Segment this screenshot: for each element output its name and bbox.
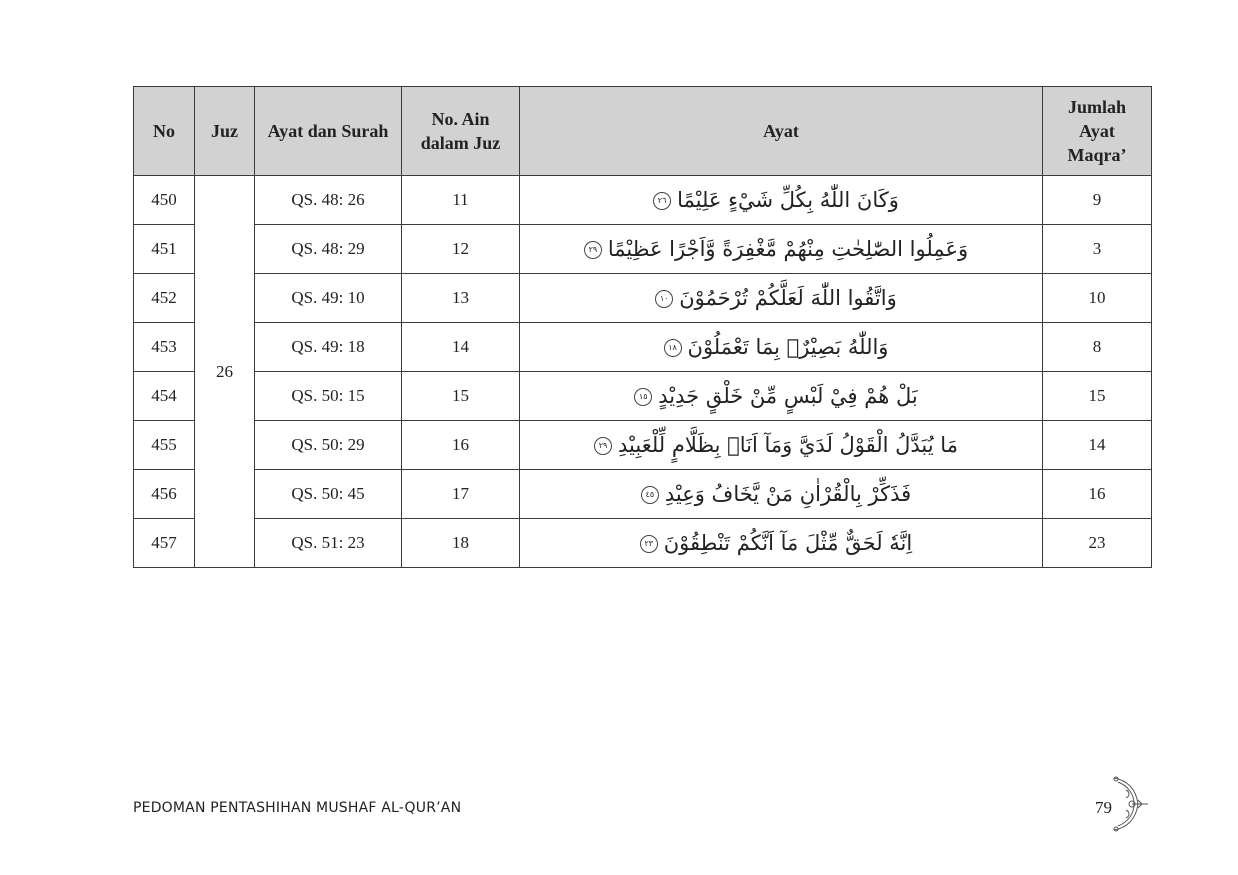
cell-no-ain: 13 bbox=[402, 274, 520, 323]
ayah-end-marker-icon: ١٨ bbox=[664, 339, 682, 357]
ayat-text: وَعَمِلُوا الصّٰلِحٰتِ مِنْهُمْ مَّغْفِرَةً وَّاَجْرًا عَظِيْمًا bbox=[607, 237, 969, 261]
ayat-text: مَا يُبَدَّلُ الْقَوْلُ لَدَيَّ وَمَآ اَنَا۠ بِظَلَّامٍ لِّلْعَبِيْدِ bbox=[618, 433, 958, 457]
cell-ayat-surah: QS. 50: 45 bbox=[255, 470, 402, 519]
ayat-text: وَاللّٰهُ بَصِيْرٌۢ بِمَا تَعْمَلُوْنَ bbox=[687, 335, 889, 359]
cell-ayat bbox=[520, 176, 1043, 225]
table-header-row bbox=[134, 87, 1152, 176]
footer-book-title: PEDOMAN PENTASHIHAN MUSHAF AL-QUR’AN bbox=[133, 800, 462, 816]
cell-jumlah: 16 bbox=[1043, 470, 1152, 519]
cell-ayat bbox=[520, 421, 1043, 470]
table-row bbox=[134, 421, 1152, 470]
table-row bbox=[134, 176, 1152, 225]
cell-ayat-surah: QS. 48: 26 bbox=[255, 176, 402, 225]
table-row bbox=[134, 470, 1152, 519]
maqra-table bbox=[133, 86, 1152, 568]
cell-ayat bbox=[520, 323, 1043, 372]
cell-ayat bbox=[520, 372, 1043, 421]
cell-no-ain: 11 bbox=[402, 176, 520, 225]
cell-ayat-surah: QS. 50: 15 bbox=[255, 372, 402, 421]
cell-no-ain: 12 bbox=[402, 225, 520, 274]
header-ayat: Ayat bbox=[520, 87, 1043, 176]
cell-ayat bbox=[520, 470, 1043, 519]
table-row bbox=[134, 519, 1152, 568]
cell-no-ain: 18 bbox=[402, 519, 520, 568]
header-jumlah-label: Jumlah Ayat Maqra’ bbox=[1067, 97, 1127, 165]
cell-no: 451 bbox=[134, 225, 195, 274]
ayah-end-marker-icon: ٢٩ bbox=[594, 437, 612, 455]
ayah-end-marker-icon: ١٥ bbox=[634, 388, 652, 406]
page-number: 79 bbox=[1095, 798, 1112, 817]
ayah-end-marker-icon: ١٠ bbox=[655, 290, 673, 308]
table-body bbox=[134, 176, 1152, 568]
cell-jumlah: 14 bbox=[1043, 421, 1152, 470]
ayah-end-marker-icon: ٤٥ bbox=[641, 486, 659, 504]
cell-no-ain: 15 bbox=[402, 372, 520, 421]
cell-ayat-surah: QS. 51: 23 bbox=[255, 519, 402, 568]
cell-no: 455 bbox=[134, 421, 195, 470]
table-row bbox=[134, 274, 1152, 323]
cell-ayat bbox=[520, 519, 1043, 568]
table-row bbox=[134, 323, 1152, 372]
ayat-text: اِنَّهٗ لَحَقٌّ مِّثْلَ مَآ اَنَّكُمْ تَنْطِقُوْنَ bbox=[663, 531, 913, 555]
ayat-text: وَكَانَ اللّٰهُ بِكُلِّ شَيْءٍ عَلِيْمًا bbox=[677, 188, 899, 212]
ayah-end-marker-icon: ٢٩ bbox=[584, 241, 602, 259]
table-row bbox=[134, 372, 1152, 421]
cell-jumlah: 23 bbox=[1043, 519, 1152, 568]
cell-no: 454 bbox=[134, 372, 195, 421]
cell-no: 450 bbox=[134, 176, 195, 225]
ayah-end-marker-icon: ٢٣ bbox=[640, 535, 658, 553]
ayat-text: فَذَكِّرْ بِالْقُرْاٰنِ مَنْ يَّخَافُ وَعِيْدِ bbox=[664, 482, 912, 506]
header-juz: Juz bbox=[195, 87, 255, 176]
header-no-ain-label: No. Ain dalam Juz bbox=[420, 109, 501, 153]
cell-ayat-surah: QS. 50: 29 bbox=[255, 421, 402, 470]
cell-jumlah: 15 bbox=[1043, 372, 1152, 421]
cell-no-ain: 17 bbox=[402, 470, 520, 519]
cell-jumlah: 3 bbox=[1043, 225, 1152, 274]
table-row bbox=[134, 225, 1152, 274]
cell-no-ain: 14 bbox=[402, 323, 520, 372]
cell-ayat-surah: QS. 49: 10 bbox=[255, 274, 402, 323]
maqra-table-container bbox=[133, 86, 1152, 568]
cell-no: 456 bbox=[134, 470, 195, 519]
ayah-end-marker-icon: ٢٦ bbox=[653, 192, 671, 210]
cell-jumlah: 8 bbox=[1043, 323, 1152, 372]
cell-no: 453 bbox=[134, 323, 195, 372]
header-ayat-dan-surah: Ayat dan Surah bbox=[255, 87, 402, 176]
header-jumlah-ayat-maqra bbox=[1043, 87, 1152, 176]
cell-ayat-surah: QS. 49: 18 bbox=[255, 323, 402, 372]
ayat-text: بَلْ هُمْ فِيْ لَبْسٍ مِّنْ خَلْقٍ جَدِيْدٍ bbox=[658, 384, 918, 408]
page-ornament-icon bbox=[1108, 774, 1152, 834]
header-no: No bbox=[134, 87, 195, 176]
cell-jumlah: 10 bbox=[1043, 274, 1152, 323]
cell-ayat bbox=[520, 274, 1043, 323]
header-no-ain bbox=[402, 87, 520, 176]
cell-juz: 26 bbox=[195, 176, 255, 568]
cell-no: 457 bbox=[134, 519, 195, 568]
cell-jumlah: 9 bbox=[1043, 176, 1152, 225]
cell-ayat-surah: QS. 48: 29 bbox=[255, 225, 402, 274]
cell-no-ain: 16 bbox=[402, 421, 520, 470]
cell-no: 452 bbox=[134, 274, 195, 323]
cell-ayat bbox=[520, 225, 1043, 274]
ayat-text: وَاتَّقُوا اللّٰهَ لَعَلَّكُمْ تُرْحَمُوْنَ bbox=[679, 286, 897, 310]
